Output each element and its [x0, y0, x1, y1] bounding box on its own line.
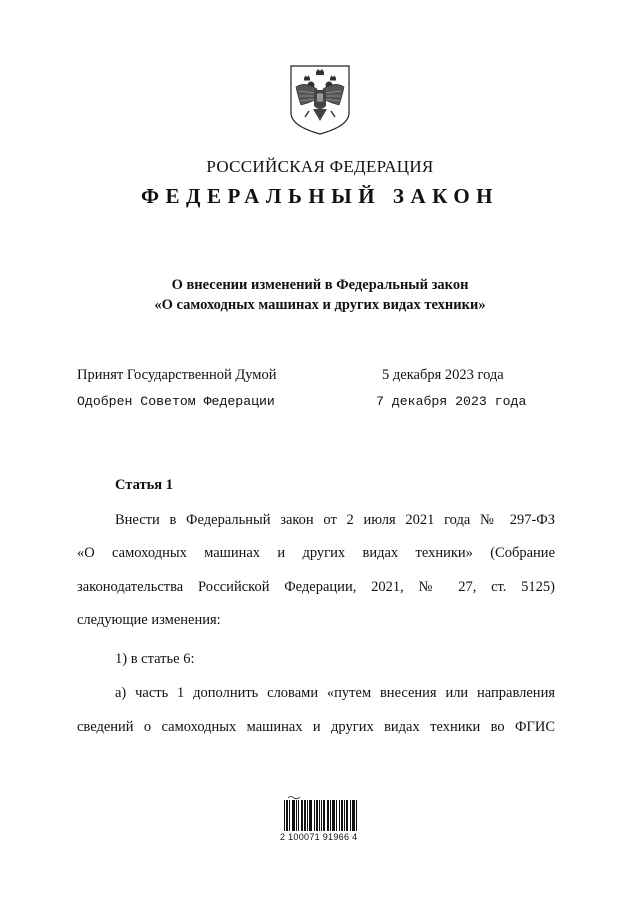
barcode-bar: [294, 800, 295, 831]
barcode-bar: [346, 800, 347, 831]
barcode-bar: [305, 800, 306, 831]
barcode-bar: [332, 800, 333, 831]
law-title-line-1: О внесении изменений в Федеральный закон: [171, 277, 469, 293]
barcode-bar: [302, 800, 303, 831]
barcode-bar: [286, 800, 287, 831]
barcode-bar: [356, 800, 357, 831]
barcode-bar: [324, 800, 325, 831]
article-text-line-2: «О самоходных машинах и других видах техники» (Собрание: [77, 545, 555, 561]
barcode-bar: [342, 800, 343, 831]
barcode-bar: [353, 800, 354, 831]
barcode-bar: [287, 800, 288, 831]
article-text-line-1: Внести в Федеральный закон от 2 июля 2021 года № 297-ФЗ: [115, 512, 555, 528]
barcode-bar: [352, 800, 353, 831]
barcode-bar: [284, 800, 285, 831]
barcode-bar: [298, 800, 299, 831]
article-text-line-3: законодательства Российской Федерации, 2021, № 27, ст. 5125): [77, 579, 555, 595]
barcode-bar: [301, 800, 302, 831]
document-barcode: [284, 796, 358, 831]
barcode-bar: [289, 800, 290, 831]
barcode-bar: [323, 800, 324, 831]
article-subitem-a-line-1: а) часть 1 дополнить словами «путем внесения или направления: [115, 685, 555, 701]
barcode-bar: [293, 800, 294, 831]
barcode-bar: [314, 800, 315, 831]
barcode-bar: [317, 800, 318, 831]
barcode-bar: [304, 800, 305, 831]
barcode-stamp-mark: [288, 797, 300, 799]
barcode-bar: [334, 800, 335, 831]
article-text-line-4: следующие изменения:: [77, 612, 221, 628]
document-type-heading: ФЕДЕРАЛЬНЫЙ ЗАКОН: [141, 184, 499, 208]
barcode-bar: [296, 800, 297, 831]
barcode-bar: [327, 800, 328, 831]
barcode-bar: [333, 800, 334, 831]
article-subitem-a-line-2: сведений о самоходных машинах и других видах техники во ФГИС: [77, 719, 555, 735]
barcode-bar: [347, 800, 348, 831]
barcode-bar: [330, 800, 331, 831]
barcode-bar: [309, 800, 310, 831]
barcode-bar: [310, 800, 311, 831]
barcode-bar: [339, 800, 340, 831]
barcode-bar: [311, 800, 312, 831]
barcode-bar: [336, 800, 337, 831]
approved-by-council-date: 7 декабря 2023 года: [376, 394, 527, 409]
barcode-bar: [328, 800, 329, 831]
law-title-line-2: «О самоходных машинах и других видах техники»: [154, 297, 486, 313]
article-item-1: 1) в статье 6:: [115, 651, 195, 667]
barcode-bar: [344, 800, 345, 831]
approved-by-council-label: Одобрен Советом Федерации: [77, 394, 275, 409]
barcode-bar: [321, 800, 322, 831]
article-heading: Статья 1: [115, 477, 173, 493]
barcode-bar: [319, 800, 320, 831]
barcode-bar: [341, 800, 342, 831]
barcode-bar: [316, 800, 317, 831]
country-name: РОССИЙСКАЯ ФЕДЕРАЦИЯ: [206, 157, 434, 176]
adopted-by-duma-date: 5 декабря 2023 года: [382, 367, 504, 383]
barcode-bar: [354, 800, 355, 831]
barcode-bar: [350, 800, 351, 831]
adopted-by-duma-label: Принят Государственной Думой: [77, 367, 277, 383]
coat-of-arms-emblem: [287, 63, 353, 136]
barcode-bar: [307, 800, 308, 831]
barcode-number: 2 100071 91966 4: [280, 832, 358, 842]
barcode-bar: [292, 800, 293, 831]
